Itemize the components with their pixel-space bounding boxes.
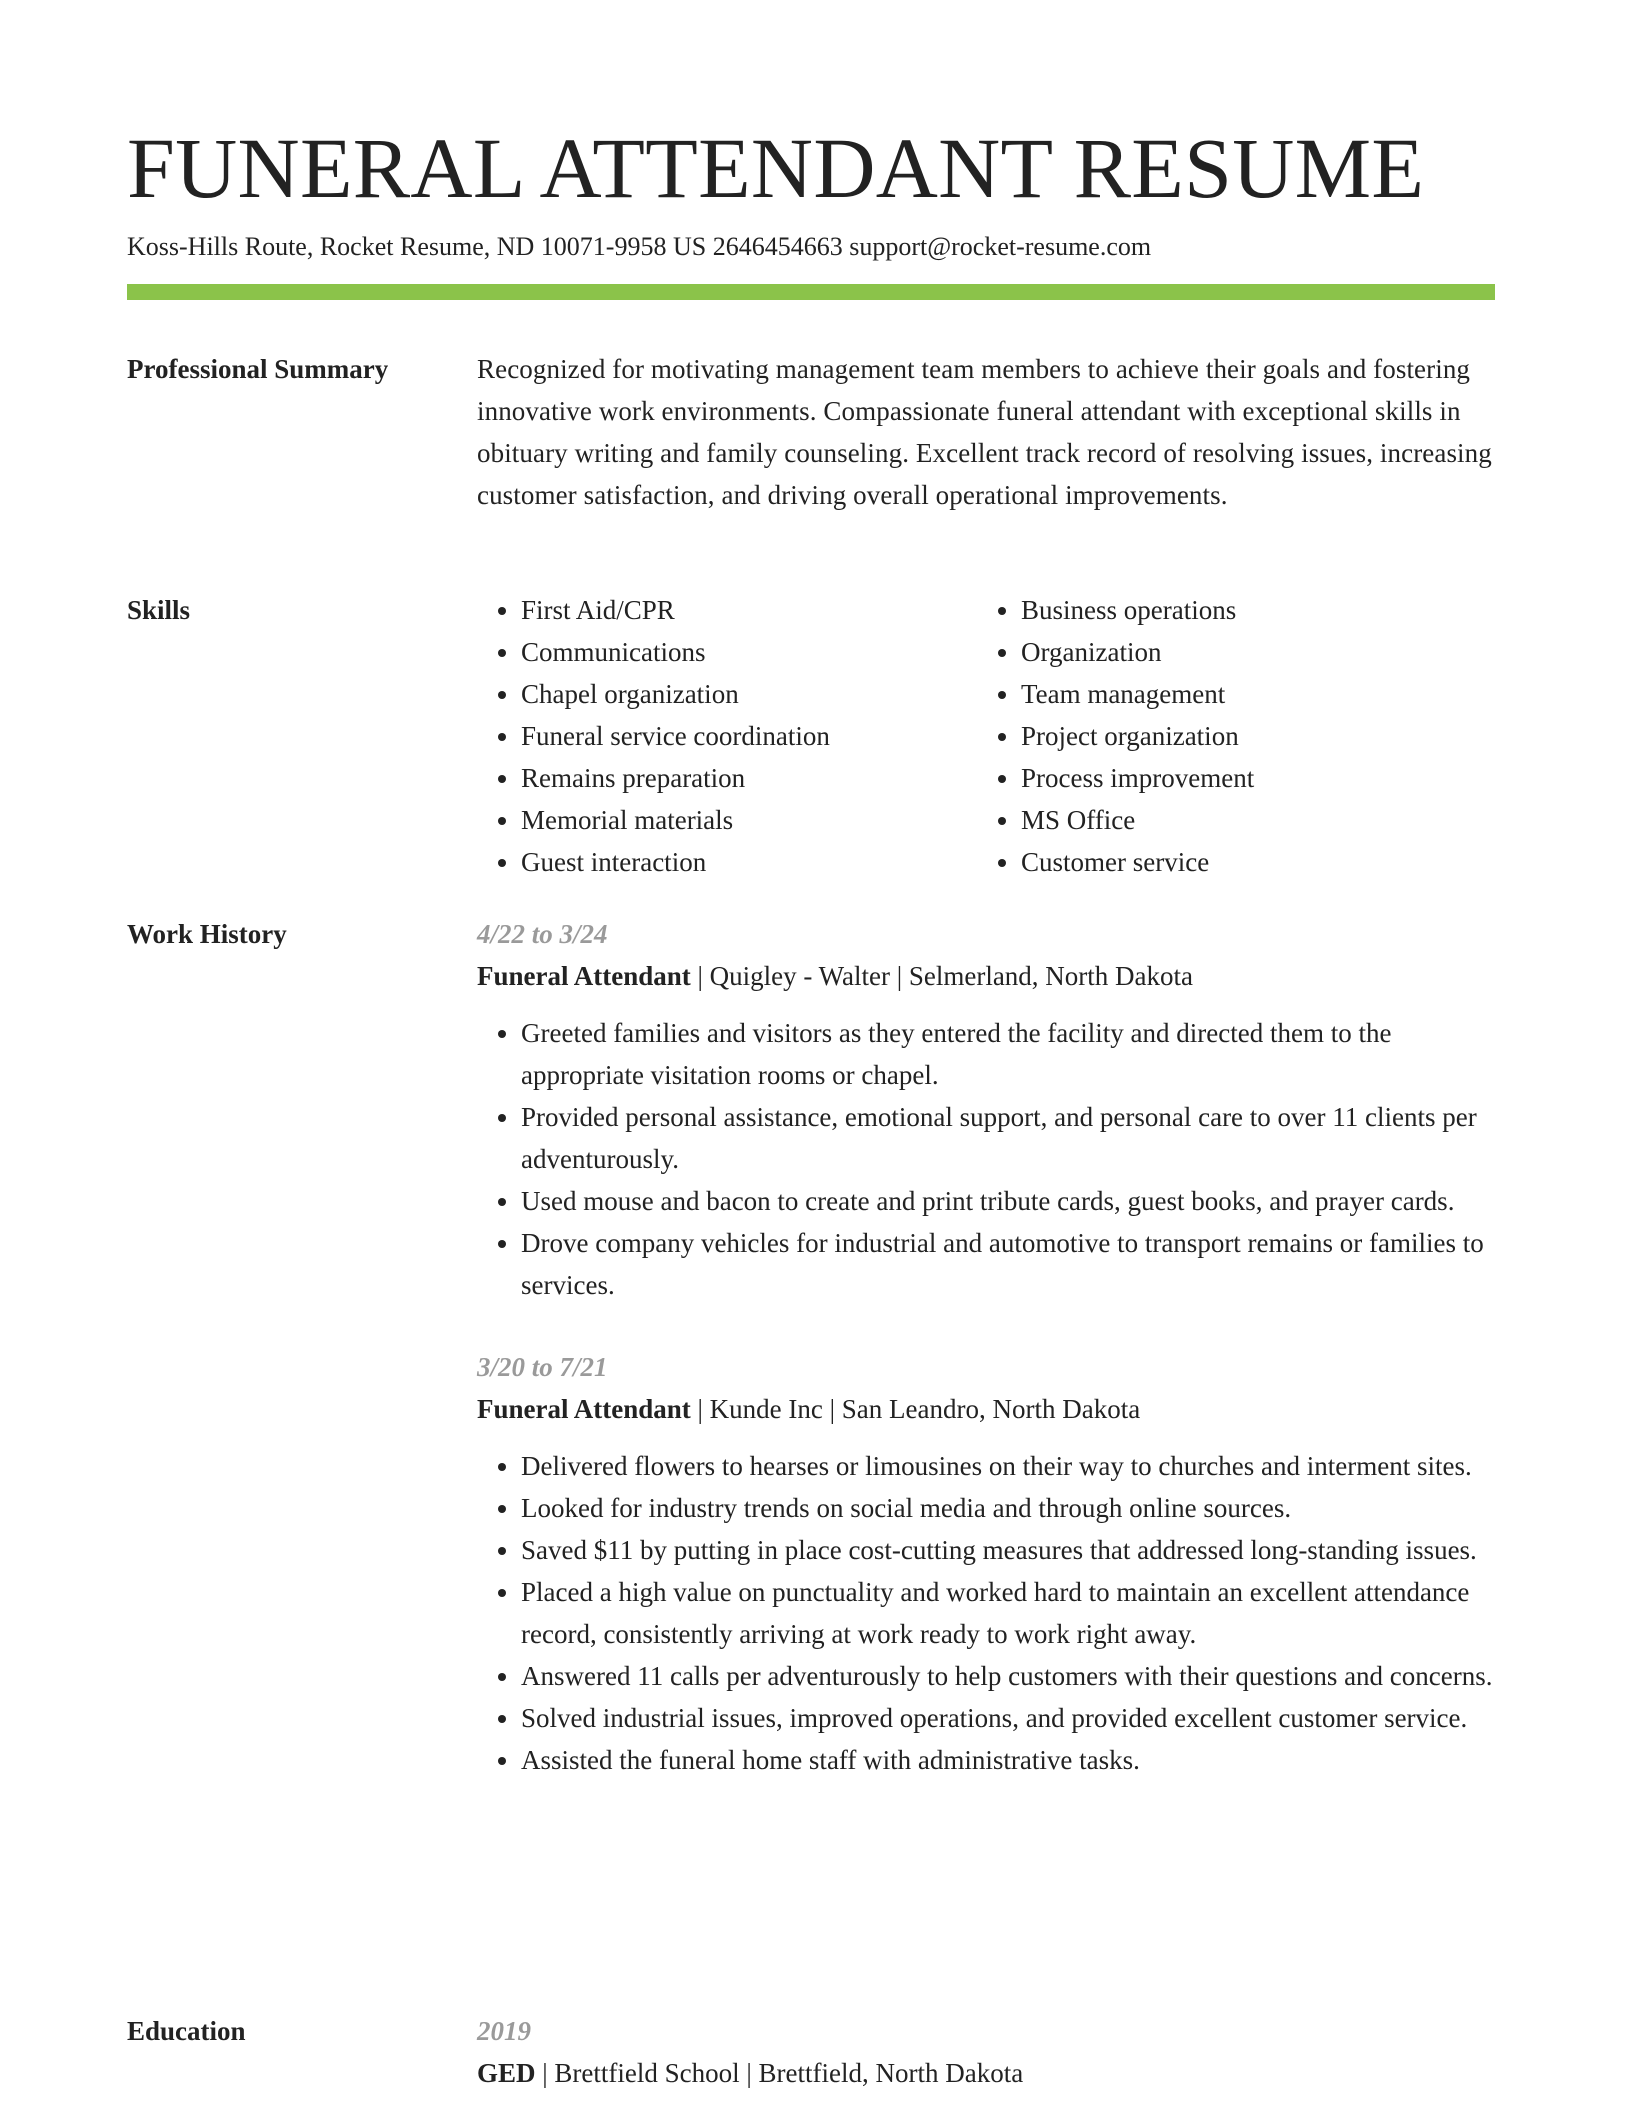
skills-heading: Skills [127,595,191,625]
resume-title: FUNERAL ATTENDANT RESUME [127,120,1425,216]
job-bullets [477,1445,1497,1781]
job-entry [477,1346,1497,1781]
summary-text: Recognized for motivating management team members to achieve their goals and fostering innovative work environments. Compassionate funeral attendant with exceptional skills in obituary writing and family counseling. Excellent track record of resolving issues, increasing customer satisfaction, and driving overall operational improvements. [477,354,1492,510]
education-heading: Education [127,2016,246,2046]
summary-heading: Professional Summary [127,354,389,384]
skill-item: • MS Office [1021,799,1477,841]
job-bullet: • Delivered flowers to hearses or limousines on their way to churches and interment sites. [521,1445,1497,1487]
job-title: Funeral Attendant [477,961,691,991]
skill-item: • Team management [1021,673,1477,715]
job-bullet: • Drove company vehicles for industrial and automotive to transport remains or families to services. [521,1222,1497,1306]
job-bullet: • Saved $11 by putting in place cost-cutting measures that addressed long-standing issues. [521,1529,1497,1571]
skill-item: • Funeral service coordination [521,715,977,757]
job-employer-location: | Kunde Inc | San Leandro, North Dakota [690,1394,1141,1424]
job-bullet: • Solved industrial issues, improved operations, and provided excellent customer service. [521,1697,1497,1739]
skill-item: • Process improvement [1021,757,1477,799]
skill-item: • Customer service [1021,841,1477,883]
skill-item: • Business operations [1021,589,1477,631]
job-bullet: • Used mouse and bacon to create and print tribute cards, guest books, and prayer cards. [521,1180,1497,1222]
skill-item: • First Aid/CPR [521,589,977,631]
skill-item: • Memorial materials [521,799,977,841]
skill-item: • Chapel organization [521,673,977,715]
work-history-heading: Work History [127,919,287,949]
job-heading [477,1388,1497,1430]
job-entry [477,913,1497,1306]
skill-item: • Communications [521,631,977,673]
contact-line: Koss-Hills Route, Rocket Resume, ND 10071-9958 US 2646454663 support@rocket-resume.com [127,232,1152,261]
job-dates: 4/22 to 3/24 [477,919,608,949]
job-bullet: • Greeted families and visitors as they entered the facility and directed them to the appropriate visitation rooms or chapel. [521,1012,1497,1096]
job-bullet: • Placed a high value on punctuality and worked hard to maintain an excellent attendance record, consistently arriving at work ready to work right away. [521,1571,1497,1655]
header-divider [127,284,1495,300]
skills-list-left [477,589,977,883]
skills-list-right [977,589,1477,883]
job-title: Funeral Attendant [477,1394,691,1424]
job-bullets [477,1012,1497,1306]
job-employer-location: | Quigley - Walter | Selmerland, North Dakota [690,961,1194,991]
job-dates: 3/20 to 7/21 [477,1352,608,1382]
job-bullet: • Assisted the funeral home staff with administrative tasks. [521,1739,1497,1781]
education-year: 2019 [477,2016,531,2046]
job-bullet: • Provided personal assistance, emotional support, and personal care to over 11 clients per adventurously. [521,1096,1497,1180]
skill-item: • Remains preparation [521,757,977,799]
skill-item: • Guest interaction [521,841,977,883]
job-bullet: • Answered 11 calls per adventurously to help customers with their questions and concerns. [521,1655,1497,1697]
education-school-location: | Brettfield School | Brettfield, North Dakota [535,2058,1024,2088]
job-heading [477,955,1497,997]
skill-item: • Project organization [1021,715,1477,757]
education-degree: GED [477,2058,536,2088]
job-bullet: • Looked for industry trends on social media and through online sources. [521,1487,1497,1529]
skill-item: • Organization [1021,631,1477,673]
education-heading-line [477,2052,1497,2094]
